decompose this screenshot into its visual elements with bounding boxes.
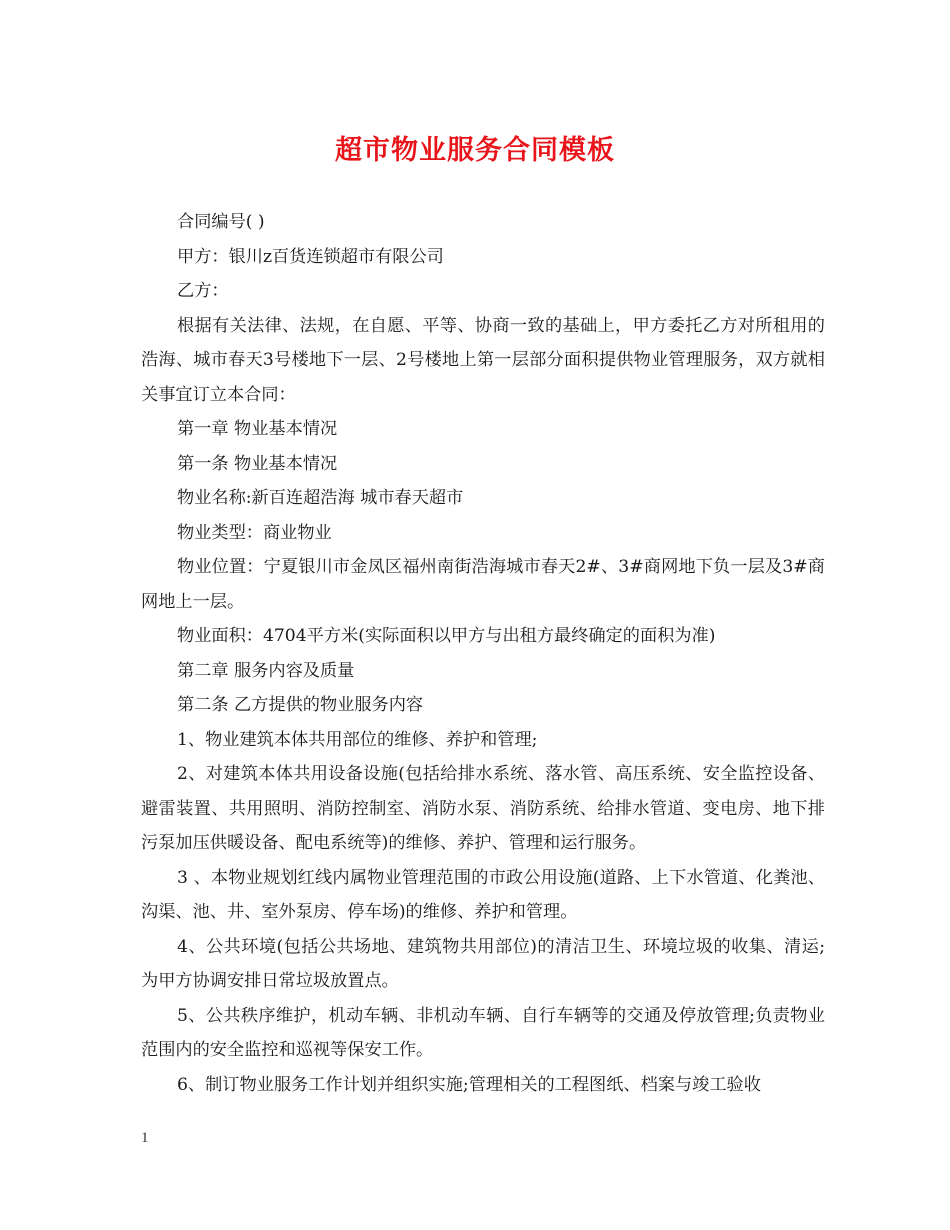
- service-item-3: 3 、本物业规划红线内属物业管理范围的市政公用设施(道路、上下水管道、化粪池、沟渠、池、井、室外泵房、停车场)的维修、养护和管理。: [141, 867, 825, 922]
- document-title: 超市物业服务合同模板: [335, 135, 615, 166]
- service-item-5: 5、公共秩序维护，机动车辆、非机动车辆、自行车辆等的交通及停放管理;负责物业范围内的安全监控和巡视等保安工作。: [141, 1005, 825, 1060]
- paragraph-contract-number: 合同编号( ): [177, 212, 265, 232]
- service-item-6: 6、制订物业服务工作计划并组织实施;管理相关的工程图纸、档案与竣工验收: [177, 1074, 761, 1095]
- chapter-2-heading: 第二章 服务内容及质量: [177, 660, 355, 681]
- chapter-1-heading: 第一章 物业基本情况: [177, 419, 338, 439]
- service-item-4: 4、公共环境(包括公共场地、建筑物共用部位)的清洁卫生、环境垃圾的收集、清运;为甲方协调安排日常垃圾放置点。: [141, 936, 825, 991]
- paragraph-preamble: 根据有关法律、法规，在自愿、平等、协商一致的基础上，甲方委托乙方对所租用的浩海、城市春天3号楼地下一层、2号楼地上第一层部分面积提供物业管理服务，双方就相关事宜订立本合同：: [141, 315, 825, 405]
- paragraph-party-b: 乙方：: [177, 281, 229, 301]
- page-number: 1: [141, 1130, 149, 1146]
- paragraph-property-location: 物业位置：宁夏银川市金凤区福州南街浩海城市春天2#、3#商网地下负一层及3#商网地上一层。: [141, 557, 825, 612]
- service-item-2: 2、对建筑本体共用设备设施(包括给排水系统、落水管、高压系统、安全监控设备、避雷装置、共用照明、消防控制室、消防水泵、消防系统、给排水管道、变电房、地下排污泵加压供暖设备、配电系统等)的维修、养护、管理和运行服务。: [141, 764, 825, 853]
- paragraph-party-a: 甲方：银川z百货连锁超市有限公司: [177, 246, 444, 267]
- paragraph-property-area: 物业面积：4704平方米(实际面积以甲方与出租方最终确定的面积为准): [177, 626, 716, 646]
- service-item-1: 1、物业建筑本体共用部位的维修、养护和管理;: [177, 729, 538, 750]
- document-body: [141, 205, 825, 1102]
- paragraph-property-name: 物业名称:新百连超浩海 城市春天超市: [177, 488, 464, 508]
- paragraph-property-type: 物业类型：商业物业: [177, 522, 332, 543]
- article-2-heading: 第二条 乙方提供的物业服务内容: [177, 695, 424, 715]
- article-1-heading: 第一条 物业基本情况: [177, 453, 338, 474]
